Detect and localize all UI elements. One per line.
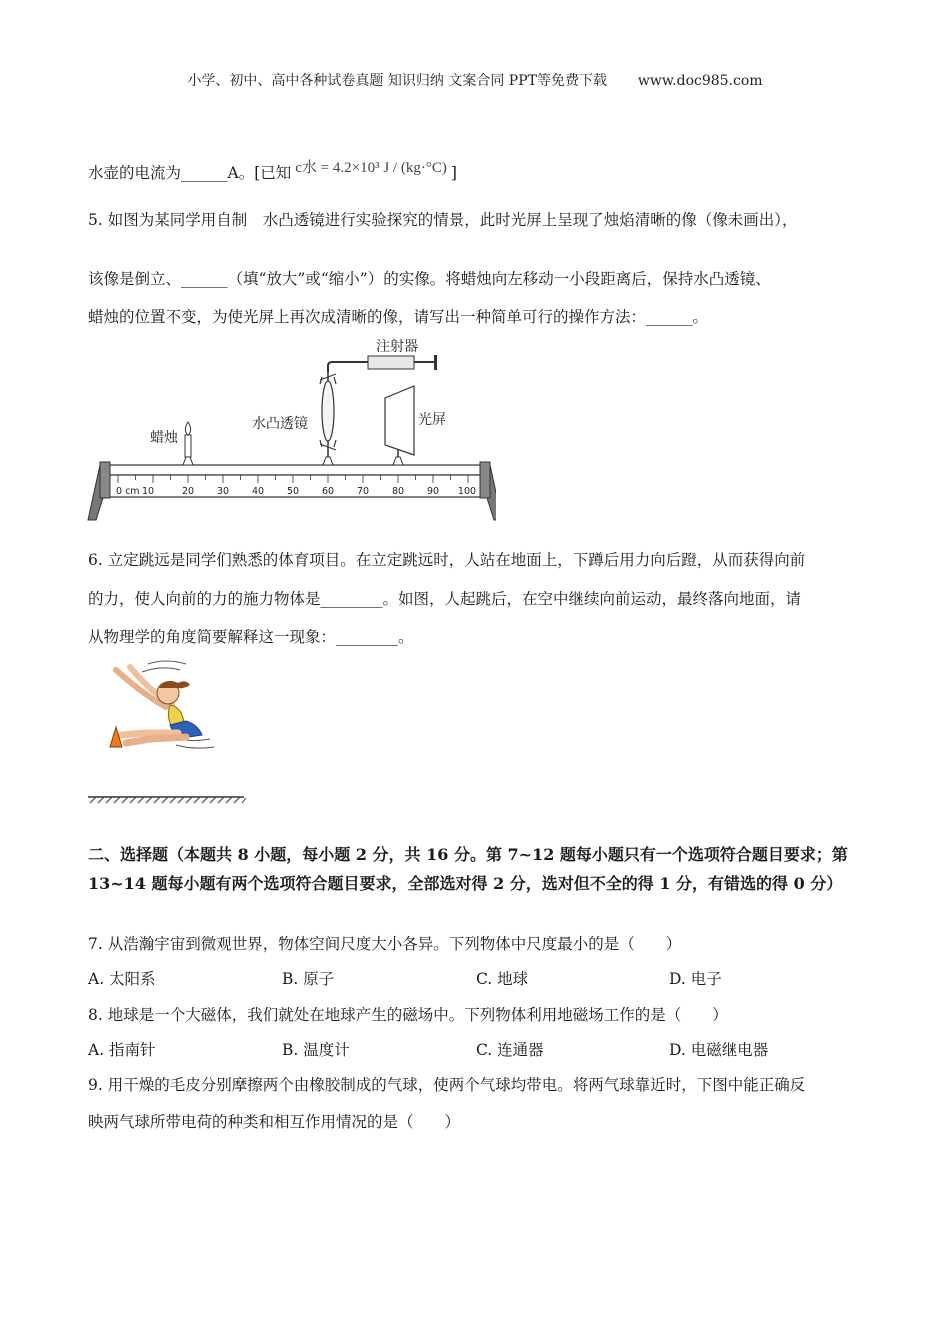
specific-heat-formula: c水 = 4.2×10³ J / (kg·°C) [295,160,447,176]
q7-option-d: D. 电子 [669,970,722,988]
tick-label: 10 [141,486,155,497]
tick-label: 40 [251,486,265,497]
q4-tail-before: 水壶的电流为______A。[已知 [88,164,292,182]
q6-line-1: 6. 立定跳远是同学们熟悉的体育项目。在立定跳远时，人站在地面上，下蹲后用力向后蹬，从而获得向前 [88,551,806,569]
q5-line-1: 5. 如图为某同学用自制 水凸透镜进行实验探究的情景，此时光屏上呈现了烛焰清晰的像（像未画出）， [88,211,798,229]
q8-stem: 8. 地球是一个大磁体，我们就处在地球产生的磁场中。下列物体利用地磁场工作的是（ ） [88,1006,728,1024]
q5-line-3: 蜡烛的位置不变，为使光屏上再次成清晰的像，请写出一种简单可行的操作方法：______。 [88,308,709,326]
tick-label: 30 [216,486,230,497]
syringe-barrel [368,356,414,369]
q7-option-b: B. 原子 [282,970,335,988]
candle-body [185,435,191,457]
q7-option-a: A. 太阳系 [88,970,156,988]
bench-rail-top [106,465,484,475]
optical-bench-figure [86,332,496,522]
ground-hatching [90,797,246,803]
candle-label: 蜡烛 [150,430,178,446]
q4-tail-after: ] [450,164,457,182]
screen-holder [393,457,403,465]
syringe-tube [328,362,368,372]
jumper-hair [159,681,190,688]
q8-option-a: A. 指南针 [88,1041,156,1059]
section-2-title: 二、选择题（本题共 8 小题，每小题 2 分，共 16 分。第 7~12 题每小题只有一个选项符合题目要求；第 13~14 题每小题有两个选项符合题目要求，全部选对得 2 分，选对但不全的得 1 分，有错选的得 0 分） [88,845,848,893]
q7-option-c: C. 地球 [476,970,529,988]
syringe-handle [434,355,437,370]
left-end-block [100,462,110,498]
tick-label: 20 [181,486,195,497]
candle-holder [183,457,193,465]
header-url: www.doc985.com [637,73,763,89]
page-header [0,70,950,90]
long-jump-figure [86,655,256,805]
q8-option-d: D. 电磁继电器 [669,1041,769,1059]
motion-lines [142,661,186,672]
q6-line-2: 的力，使人向前的力的施力物体是________。如图，人起跳后，在空中继续向前运动，最终落向地面，请 [88,590,802,608]
q9-line-2: 映两气球所带电荷的种类和相互作用情况的是（ ） [88,1113,461,1131]
tick-label: 90 [426,486,440,497]
candle-flame-icon [185,422,190,435]
screen-label: 光屏 [418,412,446,428]
lens-holder [323,457,333,465]
q8-option-b: B. 温度计 [282,1041,350,1059]
q8-option-c: C. 连通器 [476,1041,544,1059]
header-text: 小学、初中、高中各种试卷真题 知识归纳 文案合同 PPT等免费下载 [187,73,607,89]
q7-stem: 7. 从浩瀚宇宙到微观世界，物体空间尺度大小各异。下列物体中尺度最小的是（ ） [88,935,682,953]
q9-line-1: 9. 用干燥的毛皮分别摩擦两个由橡胶制成的气球，使两个气球均带电。将两气球靠近时，下图中能正确反 [88,1076,806,1094]
syringe-label: 注射器 [376,339,418,355]
lens-label: 水凸透镜 [252,416,308,432]
water-lens [322,381,334,441]
jumper-leg-back [126,737,186,743]
q6-line-3: 从物理学的角度简要解释这一现象：________。 [88,628,414,646]
q5-line-2: 该像是倒立、______（填“放大”或“缩小”）的实像。将蜡烛向左移动一小段距离后，保持水凸透镜、 [88,270,771,288]
tick-label: 100 [457,486,477,497]
tick-label: 0 cm [116,486,140,497]
right-end-block [480,462,490,498]
q4-tail-line [88,156,457,183]
tick-label: 50 [286,486,300,497]
light-screen [385,386,414,455]
tick-label: 70 [356,486,370,497]
tick-label: 80 [391,486,405,497]
tick-label: 60 [321,486,335,497]
